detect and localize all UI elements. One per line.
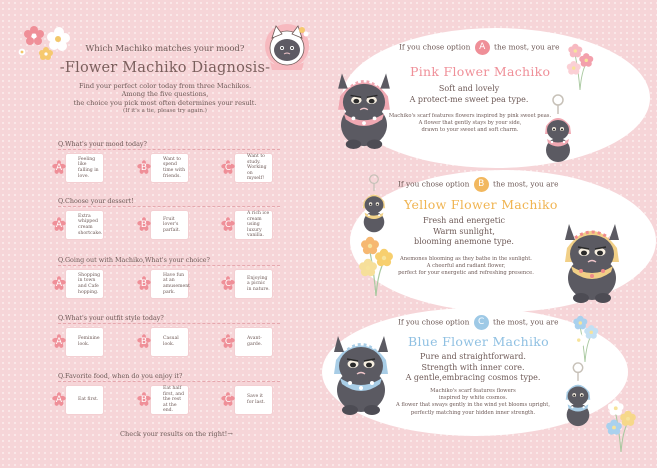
pink-machiko-doll-icon [330,58,398,150]
result-pink-description [380,113,560,135]
question-label: Q.What's your outfit style today? [58,314,164,322]
pink-sweet-pea-decoration-icon [560,40,600,90]
answer-option-b[interactable] [151,270,191,298]
result-description-line: Machiko's scarf features flowers inspired by pink sweet peas. [388,113,552,119]
result-blue-name: Blue Flower Machiko [408,334,549,349]
answer-option-text: Avant-garde. [247,336,262,347]
option-letter: C [224,163,232,173]
answer-option-a[interactable] [66,270,103,298]
option-letter: B [140,337,148,347]
answer-option-b[interactable] [151,328,188,356]
answer-option-b[interactable] [151,211,188,239]
header [0,44,330,114]
result-yellow-option-badge: B [474,177,489,192]
result-description-line: Machiko's scarf features flowers [430,388,516,394]
result-blue-traits [398,352,548,384]
answer-option-b[interactable] [151,154,188,182]
flower-badge-icon[interactable] [50,391,68,409]
question-divider [58,206,280,207]
answer-option-text: Eat first. [78,397,99,403]
answer-option-a[interactable] [66,154,103,182]
question-label: Q.Favorite food, when do you enjoy it? [58,372,183,380]
option-letter: A [55,395,63,405]
option-letter: C [224,220,232,230]
header-subtitle: Which Machiko matches your mood? [85,44,245,54]
flower-badge-icon[interactable] [219,275,237,293]
result-trait-line: Fresh and energetic [422,216,506,225]
option-letter: C [224,395,232,405]
flower-badge-icon[interactable] [135,159,153,177]
answer-option-text: Have fun at an amusement park. [163,272,191,295]
result-trait-line: Warm sunlight, [433,226,495,236]
result-yellow-name: Yellow Flower Machiko [404,197,558,212]
result-pink-prefix: If you chose option [399,42,471,52]
answer-option-b[interactable] [151,386,188,414]
tie-note: (If it's a tie, please try again.) [123,108,207,115]
result-pink-name: Pink Flower Machiko [410,64,551,79]
answer-option-c[interactable] [235,270,272,298]
header-description-line: Among the five questions, [121,90,209,99]
option-letter: A [55,220,63,230]
question-label: Q.What's your mood today? [58,140,147,148]
answer-option-text: Feminine look. [78,336,100,347]
option-letter: A [55,163,63,173]
flower-badge-icon[interactable] [50,275,68,293]
result-description-line: A flower that sways gently in the wind yet blooms upright, [396,402,550,409]
answer-option-a[interactable] [66,328,103,356]
cosmos-corner-decoration-icon [596,396,646,452]
question-divider [58,323,280,324]
header-description [0,82,330,107]
result-description-line: perfect for your energetic and refreshing presence. [398,270,534,277]
pink-machiko-keychain-icon [540,94,576,164]
question-divider [58,149,280,150]
option-letter: B [140,163,148,173]
result-trait-line: A gentle,embracing cosmos type. [405,373,541,382]
answer-option-text: Want to spend time with friends. [163,156,186,179]
result-description-line: Anemones blooming as they bathe in the sunlight. [400,256,532,262]
result-blue-description [378,388,568,417]
result-blue-heading [398,315,558,330]
result-yellow-suffix: the most, you are [493,179,559,189]
blue-machiko-doll-icon [326,318,396,418]
answer-option-c[interactable] [235,154,272,182]
answer-option-text: A rich ice cream using luxury vanilla. [247,211,270,239]
result-description-line: perfectly matching your hidden inner strength. [410,409,536,416]
answer-option-text: Enjoying a picnic in nature. [247,275,270,292]
result-yellow-description [376,256,556,278]
yellow-machiko-keychain-icon [356,174,392,234]
result-trait-line: Pure and straightforward. [420,352,526,361]
question-divider [58,381,280,382]
answer-option-a[interactable] [66,386,103,414]
flower-badge-icon[interactable] [50,159,68,177]
result-trait-line: A protect-me sweet pea type. [409,94,529,104]
result-trait-line: Soft and lovely [438,84,500,93]
result-trait-line: Strength with inner core. [421,362,525,372]
answer-option-text: Want to study. Working on myself! [247,154,267,182]
result-description-line: A cheerful and radiant flower, [426,263,506,270]
flower-badge-icon[interactable] [135,391,153,409]
answer-option-c[interactable] [235,211,272,239]
flower-badge-icon[interactable] [135,275,153,293]
flower-badge-icon[interactable] [219,391,237,409]
option-letter: C [224,337,232,347]
question-label: Q.Choose your dessert! [58,197,134,205]
blue-machiko-keychain-icon [560,362,596,428]
answer-option-text: Save it for last. [247,394,265,405]
result-yellow-traits [394,216,534,248]
option-letter: A [55,337,63,347]
result-blue-prefix: If you chose option [398,317,470,327]
check-results-note: Check your results on the right!→ [120,430,233,438]
result-pink-traits [394,84,544,105]
result-blue-suffix: the most, you are [493,317,559,327]
result-pink-option-badge: A [475,40,490,55]
answer-option-a[interactable] [66,211,103,239]
result-description-line: drawn to your sweet and soft charm. [421,127,519,134]
header-description-line: the choice you pick most often determines your result. [73,98,257,107]
question-label: Q.Going out with Machiko,What's your choice? [58,256,210,264]
page-title: -Flower Machiko Diagnosis- [59,60,271,76]
result-yellow-heading [398,177,558,192]
answer-option-c[interactable] [235,328,272,356]
answer-option-text: Fruit lover's parfait. [163,216,181,233]
yellow-machiko-doll-icon [556,208,628,304]
result-yellow-prefix: If you chose option [398,179,470,189]
option-letter: B [140,220,148,230]
result-trait-line: blooming anemone type. [414,237,514,246]
result-description-line: A flower that gently stays by your side, [418,120,522,127]
yellow-anemone-decoration-icon [356,232,396,296]
answer-option-text: Extra whipped cream shortcake. [78,213,103,236]
option-letter: B [140,279,148,289]
result-description-line: inspired by white cosmos. [438,395,508,402]
flower-badge-icon[interactable] [50,333,68,351]
flower-badge-icon[interactable] [135,333,153,351]
option-letter: B [140,395,148,405]
option-letter: C [224,279,232,289]
result-pink-suffix: the most, you are [494,42,560,52]
flower-badge-icon[interactable] [219,159,237,177]
flower-badge-icon[interactable] [135,216,153,234]
answer-option-text: Casual look. [163,336,179,347]
header-description-line: Find your perfect color today from three Machikos. [78,82,252,90]
answer-option-c[interactable] [235,386,272,414]
flower-badge-icon[interactable] [219,216,237,234]
blue-cosmos-decoration-icon [560,312,610,362]
result-pink-heading [399,40,559,55]
question-divider [58,265,280,266]
option-letter: A [55,279,63,289]
answer-option-text: Eat half first, and the rest at the end. [163,386,185,414]
flower-badge-icon[interactable] [219,333,237,351]
result-blue-option-badge: C [474,315,489,330]
answer-option-text: Shopping in town and Cafe hopping. [78,272,101,295]
flower-badge-icon[interactable] [50,216,68,234]
answer-option-text: Feeling like falling in love. [78,156,99,179]
